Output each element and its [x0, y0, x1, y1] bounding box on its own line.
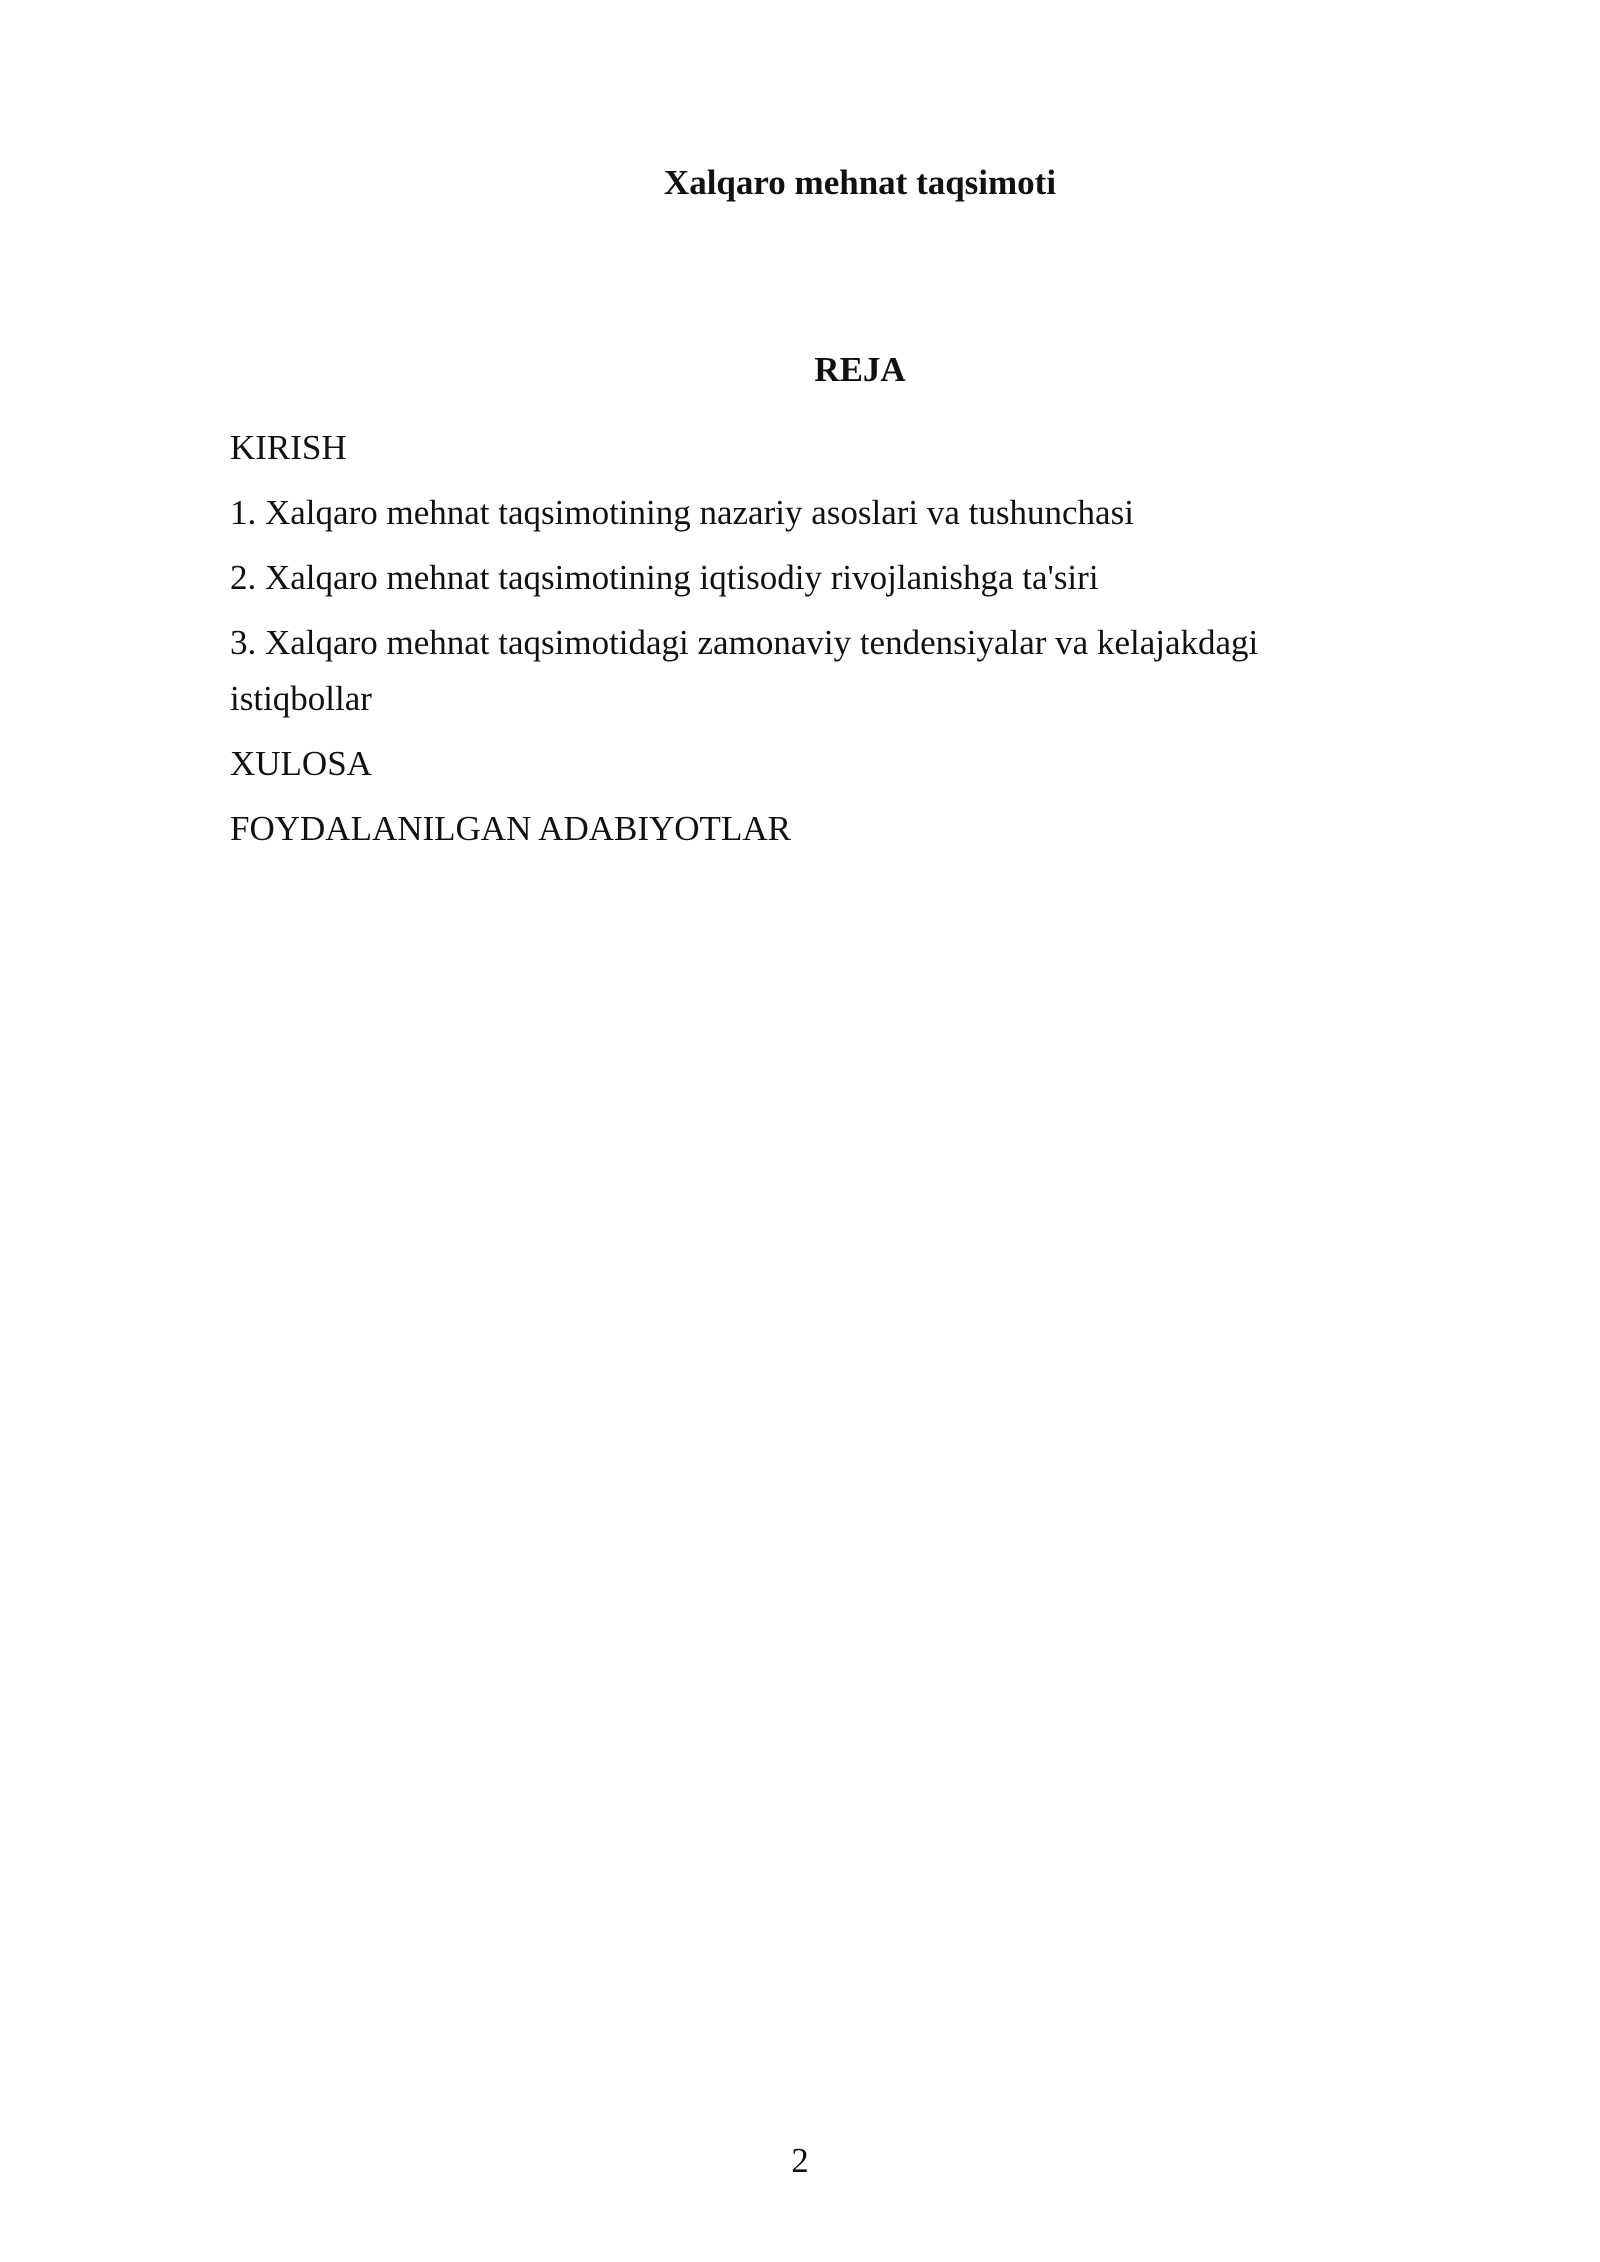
plan-item-1: 1. Xalqaro mehnat taqsimotining nazariy asoslari va tushunchasi: [230, 493, 1134, 532]
plan-item-introduction: KIRISH: [230, 428, 347, 467]
document-title: Xalqaro mehnat taqsimoti: [663, 163, 1057, 202]
plan-item-conclusion: XULOSA: [230, 744, 372, 783]
plan-item-references: FOYDALANILGAN ADABIYOTLAR: [230, 809, 791, 848]
plan-list: [230, 420, 1370, 866]
plan-item-2: 2. Xalqaro mehnat taqsimotining iqtisodiy rivojlanishga ta'siri: [230, 558, 1099, 597]
plan-heading: REJA: [814, 350, 906, 389]
plan-item-3: 3. Xalqaro mehnat taqsimotidagi zamonaviy tendensiyalar va kelajakdagi istiqbollar: [230, 623, 1259, 718]
page-number: 2: [791, 2141, 809, 2180]
